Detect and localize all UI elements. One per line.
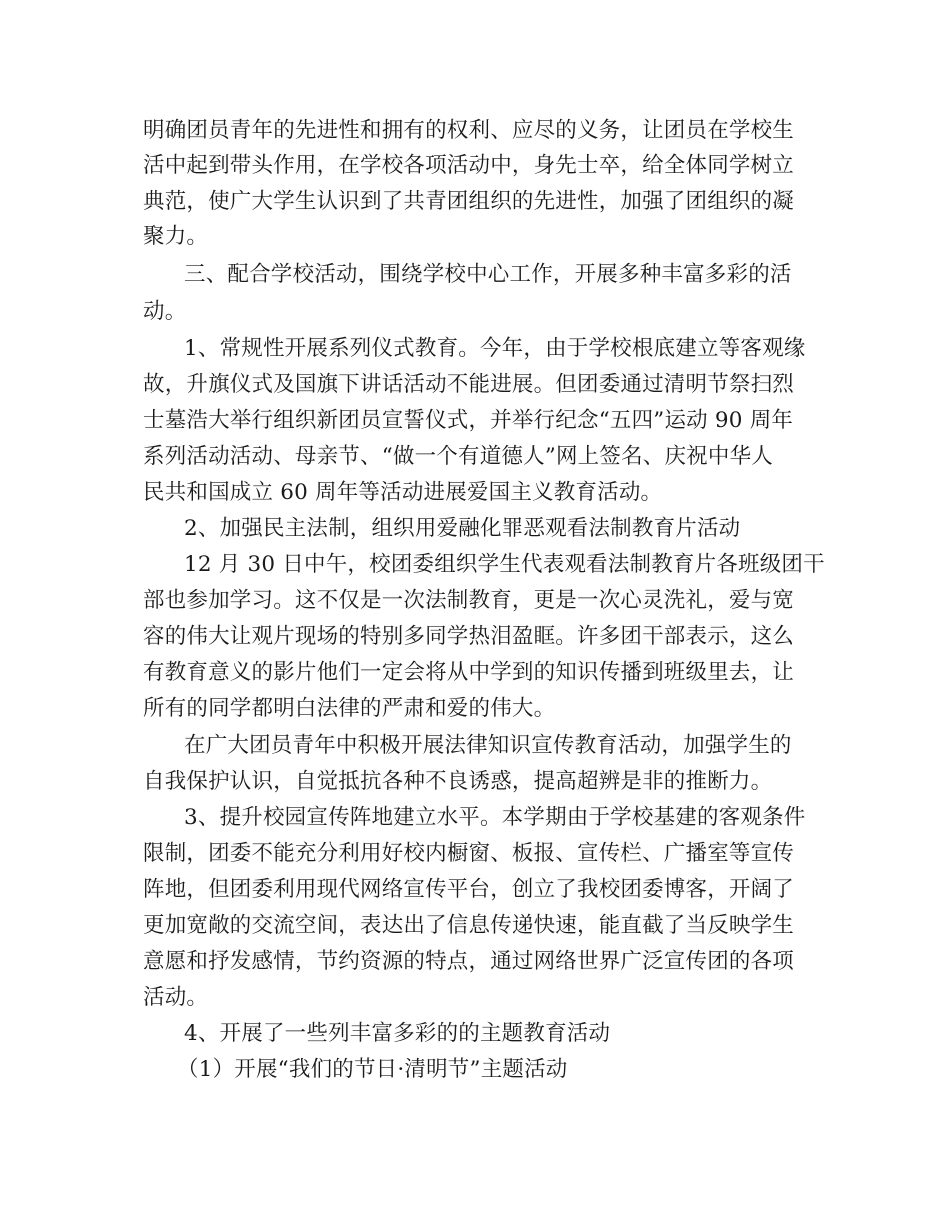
paragraph-line: 民共和国成立 60 周年等活动进展爱国主义教育活动。	[143, 480, 663, 505]
paragraph-line: 2、加强民主法制，组织用爱融化罪恶观看法制教育片活动	[184, 516, 741, 541]
paragraph-line: 限制，团委不能充分利用好校内橱窗、板报、宣传栏、广播室等宣传	[143, 841, 795, 866]
paragraph-line: 动。	[143, 299, 187, 324]
paragraph-line: 有教育意义的影片他们一定会将从中学到的知识传播到班级里去，让	[143, 660, 795, 685]
paragraph-line: 活动。	[143, 985, 209, 1010]
paragraph-line: 4、开展了一些列丰富多彩的的主题教育活动	[184, 1021, 611, 1046]
paragraph-line: 明确团员青年的先进性和拥有的权利、应尽的义务，让团员在学校生	[143, 118, 795, 143]
paragraph-line: 活中起到带头作用，在学校各项活动中，身先士卒，给全体同学树立	[143, 153, 795, 178]
paragraph-line: 3、提升校园宣传阵地建立水平。本学期由于学校基建的客观条件	[184, 805, 806, 830]
paragraph-line: 在广大团员青年中积极开展法律知识宣传教育活动，加强学生的	[184, 733, 792, 758]
subheading-line: （1）开展“我们的节日·清明节”主题活动	[177, 1057, 568, 1082]
paragraph-line: 部也参加学习。这不仅是一次法制教育，更是一次心灵洗礼，爱与宽	[143, 588, 795, 613]
paragraph-line: 聚力。	[143, 224, 209, 249]
paragraph-line: 意愿和抒发感情，节约资源的特点，通过网络世界广泛宣传团的各项	[143, 949, 795, 974]
paragraph-line: 典范，使广大学生认识到了共青团组织的先进性，加强了团组织的凝	[143, 189, 795, 214]
paragraph-line: 12 月 30 日中午，校团委组织学生代表观看法制教育片各班级团干	[184, 552, 825, 577]
paragraph-line: 士墓浩大举行组织新团员宣誓仪式，并举行纪念“五四”运动 90 周年	[143, 408, 794, 433]
paragraph-line: 自我保护认识，自觉抵抗各种不良诱惑，提高超辨是非的推断力。	[143, 769, 773, 794]
paragraph-line: 所有的同学都明白法律的严肃和爱的伟大。	[143, 696, 556, 721]
paragraph-line: 容的伟大让观片现场的特别多同学热泪盈眶。许多团干部表示，这么	[143, 624, 795, 649]
paragraph-line: 故，升旗仪式及国旗下讲话活动不能进展。但团委通过清明节祭扫烈	[143, 372, 795, 397]
paragraph-line: 系列活动活动、母亲节、“做一个有道德人”网上签名、庆祝中华人	[143, 444, 773, 469]
paragraph-line: 1、常规性开展系列仪式教育。今年，由于学校根底建立等客观缘	[184, 336, 806, 361]
paragraph-line: 更加宽敞的交流空间，表达出了信息传递快速，能直截了当反映学生	[143, 913, 795, 938]
paragraph-line: 阵地，但团委利用现代网络宣传平台，创立了我校团委博客，开阔了	[143, 877, 795, 902]
section-heading-line: 三、配合学校活动，围绕学校中心工作，开展多种丰富多彩的活	[184, 262, 792, 287]
